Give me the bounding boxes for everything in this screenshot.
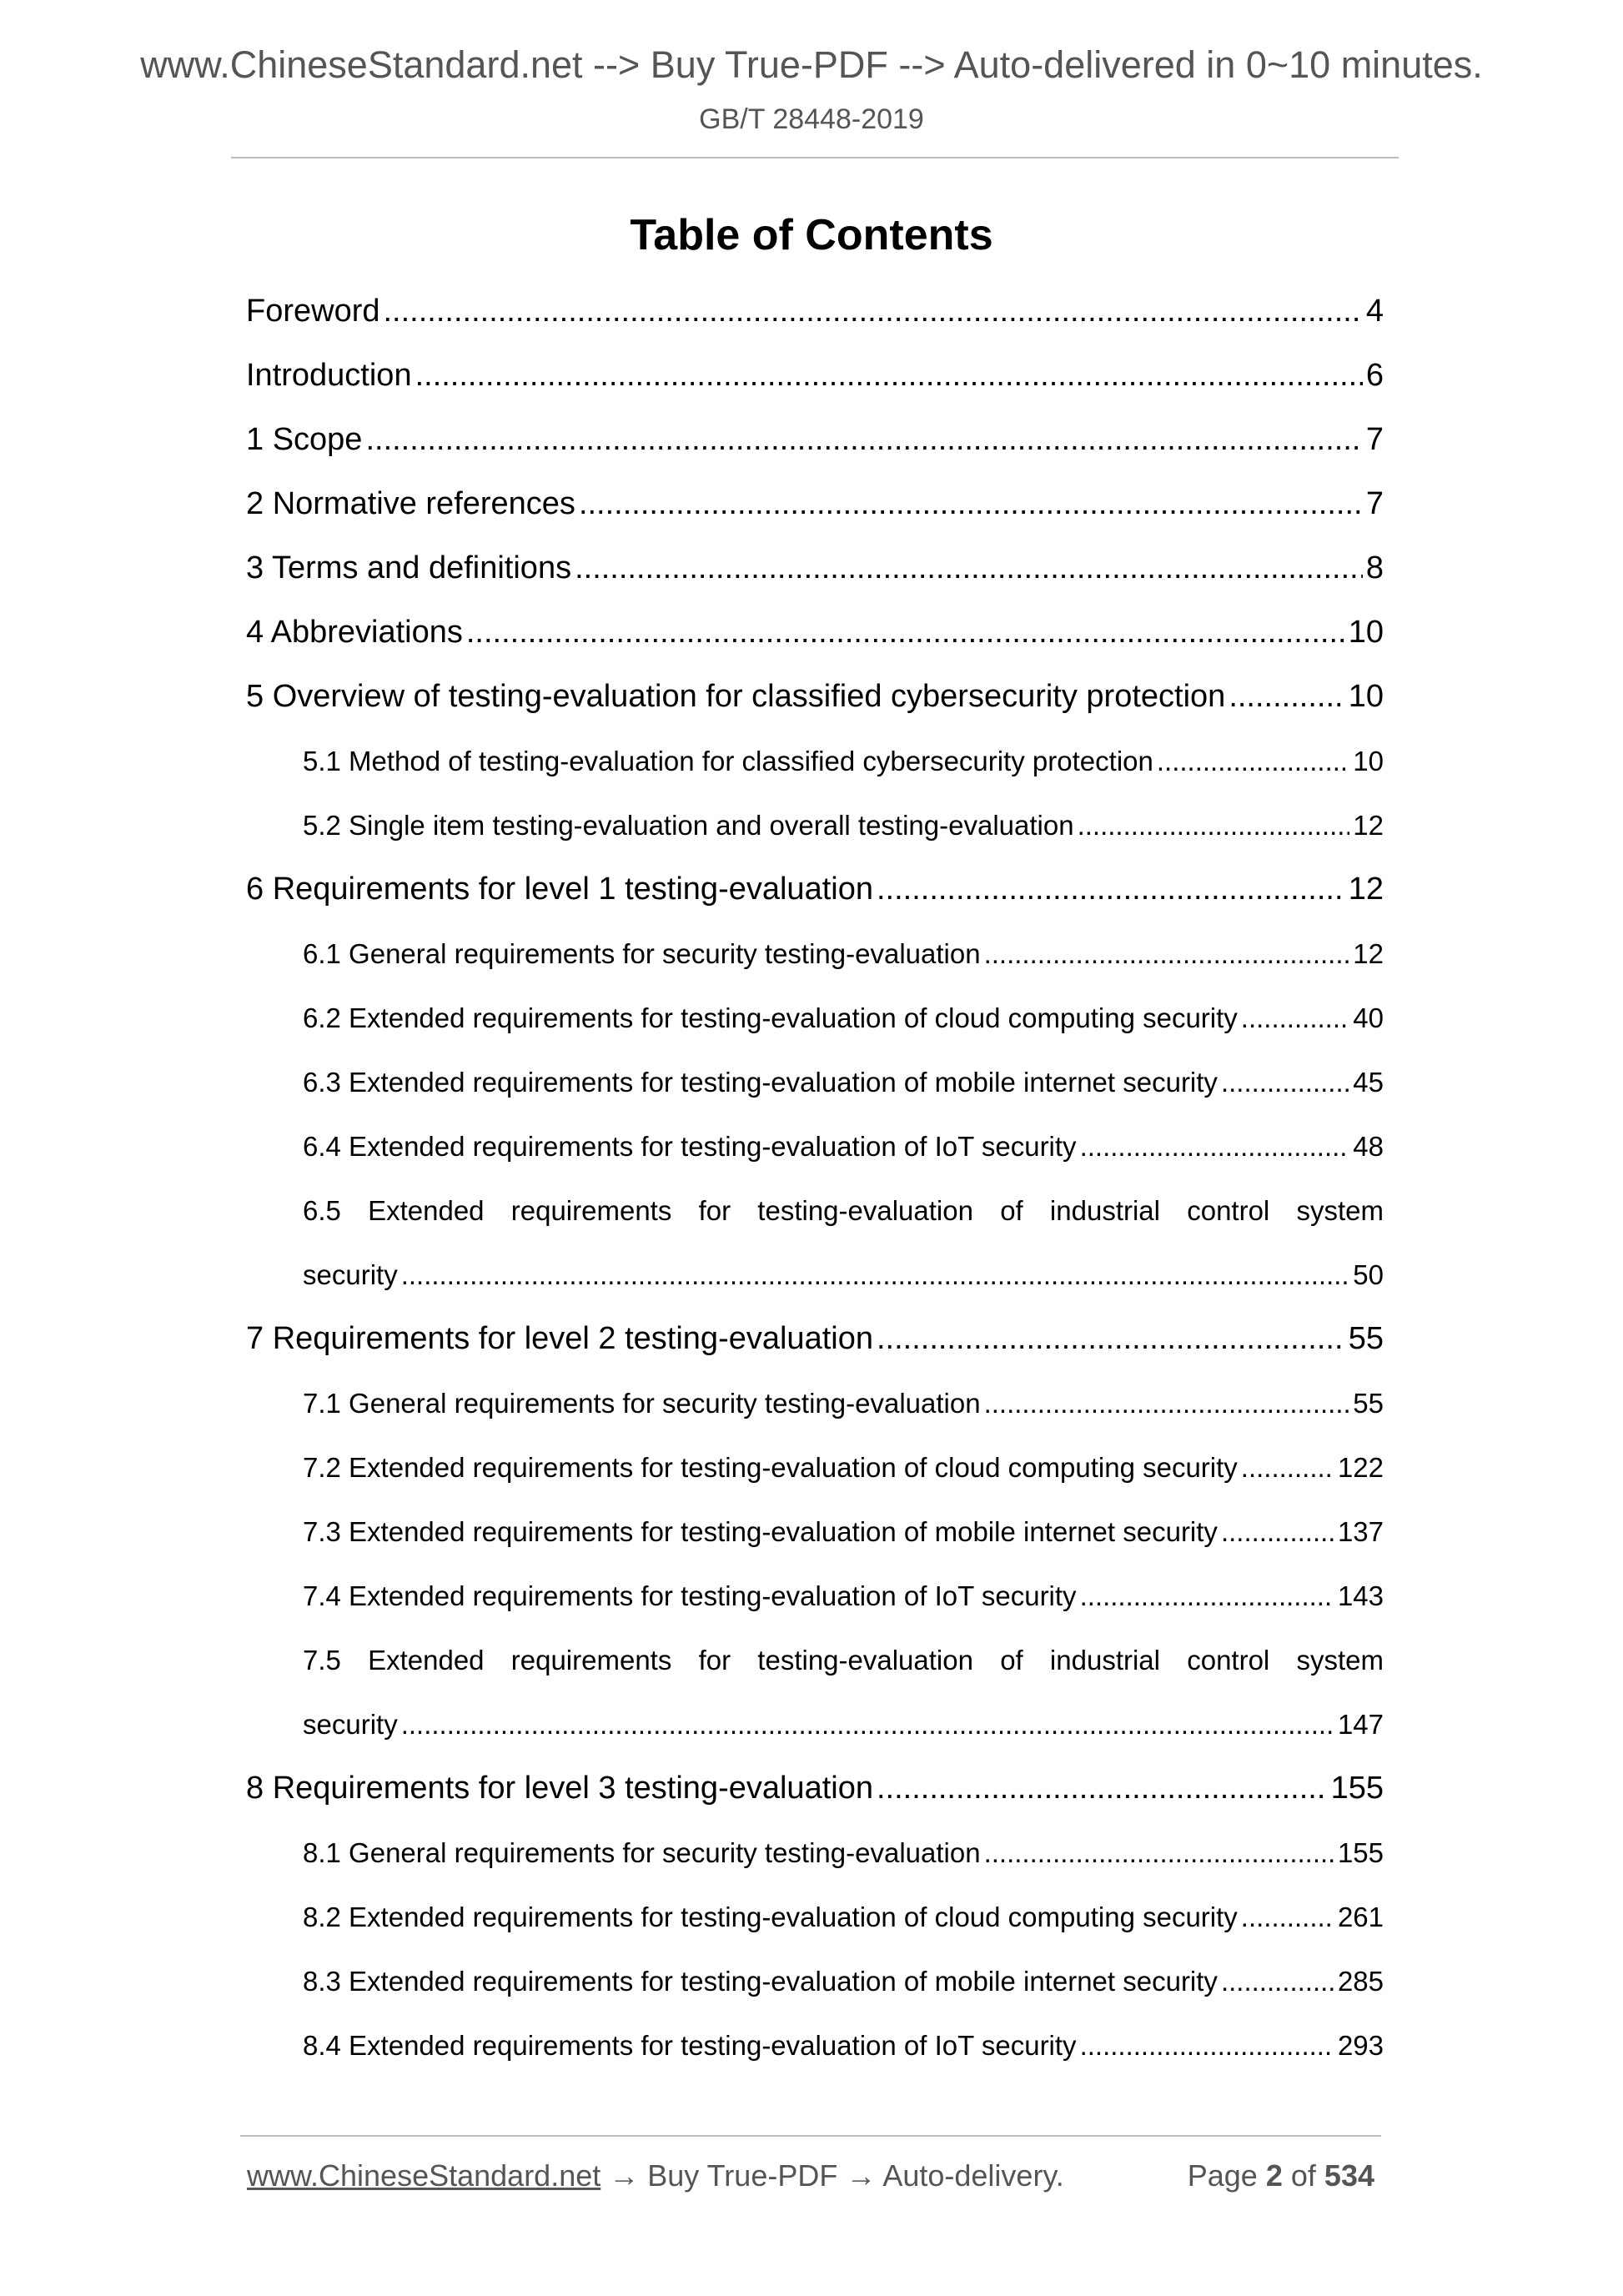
toc-entry-label: 6.1 General requirements for security testing-evaluation xyxy=(303,938,981,969)
toc-entry-page: 55 xyxy=(1348,1321,1384,1356)
toc-entry-page: 40 xyxy=(1353,1002,1384,1033)
toc-entry-section-5-2[interactable] xyxy=(303,810,1384,842)
toc-entry-label: security xyxy=(303,1709,398,1740)
toc-entry-page: 137 xyxy=(1337,1516,1384,1547)
page-word: Page xyxy=(1187,2158,1258,2193)
dot-leader xyxy=(877,1321,1345,1357)
toc-entry-page: 155 xyxy=(1337,1837,1384,1868)
toc-entry-page: 12 xyxy=(1348,872,1384,907)
footer-tagline: → Buy True-PDF → Auto-delivery. xyxy=(609,2158,1064,2193)
toc-entry-section-6-5-cont[interactable] xyxy=(303,1259,1384,1291)
toc-entry-page: 261 xyxy=(1337,1902,1384,1932)
toc-entry-page: 155 xyxy=(1330,1771,1384,1806)
toc-entry-page: 10 xyxy=(1348,679,1384,714)
toc-entry-introduction[interactable] xyxy=(246,358,1384,394)
toc-entry-page: 48 xyxy=(1353,1131,1384,1162)
toc-entry-page: 12 xyxy=(1353,810,1384,841)
of-word: of xyxy=(1290,2158,1316,2193)
toc-entry-section-6-5[interactable] xyxy=(303,1195,1384,1227)
toc-entry-section-7-3[interactable] xyxy=(303,1516,1384,1548)
toc-entry-label: 8 Requirements for level 3 testing-evaluation xyxy=(246,1771,873,1806)
toc-entry-section-7-5-cont[interactable] xyxy=(303,1709,1384,1741)
toc-entry-page: 7 xyxy=(1365,486,1384,521)
toc-entry-label: 8.3 Extended requirements for testing-evaluation of mobile internet security xyxy=(303,1966,1218,1997)
standard-number: GB/T 28448-2019 xyxy=(699,103,924,135)
toc-entry-page: 10 xyxy=(1353,746,1384,776)
toc-entry-page: 285 xyxy=(1337,1966,1384,1997)
toc-entry-section-8-4[interactable] xyxy=(303,2030,1384,2062)
dot-leader xyxy=(984,938,1350,970)
toc-entry-abbreviations[interactable] xyxy=(246,615,1384,651)
toc-entry-label: Introduction xyxy=(246,358,412,393)
toc-entry-section-5-1[interactable] xyxy=(303,746,1384,777)
dot-leader xyxy=(1229,679,1344,715)
toc-entry-terms-and-definitions[interactable] xyxy=(246,550,1384,586)
toc-entry-section-7-1[interactable] xyxy=(303,1388,1384,1419)
header-banner: www.ChineseStandard.net --> Buy True-PDF --> Auto-delivered in 0~10 minutes. xyxy=(140,43,1483,86)
footer-divider xyxy=(240,2135,1381,2137)
toc-entry-label: Foreword xyxy=(246,294,380,329)
dot-leader xyxy=(1080,1580,1334,1612)
dot-leader xyxy=(1080,1131,1350,1163)
total-pages-number: 534 xyxy=(1324,2158,1374,2193)
toc-entry-section-8-3[interactable] xyxy=(303,1966,1384,1997)
toc-entry-label: 6.3 Extended requirements for testing-evaluation of mobile internet security xyxy=(303,1067,1218,1098)
toc-entry-page: 293 xyxy=(1337,2030,1384,2061)
toc-entry-page: 55 xyxy=(1353,1388,1384,1419)
toc-entry-section-8[interactable] xyxy=(246,1771,1384,1806)
toc-entry-label: 5 Overview of testing-evaluation for classified cybersecurity protection xyxy=(246,679,1226,714)
dot-leader xyxy=(365,422,1362,458)
toc-entry-section-7-4[interactable] xyxy=(303,1580,1384,1612)
toc-entry-label: security xyxy=(303,1259,398,1290)
dot-leader xyxy=(401,1709,1334,1741)
toc-entry-section-7[interactable] xyxy=(246,1321,1384,1357)
toc-entry-label: 4 Abbreviations xyxy=(246,615,463,650)
toc-entry-page: 8 xyxy=(1365,550,1384,585)
dot-leader xyxy=(1080,2030,1334,2062)
toc-entry-section-8-1[interactable] xyxy=(303,1837,1384,1869)
toc-entry-label: 2 Normative references xyxy=(246,486,575,521)
dot-leader xyxy=(1221,1067,1349,1098)
toc-entry-page: 147 xyxy=(1337,1709,1384,1740)
dot-leader xyxy=(877,1771,1328,1806)
toc-entry-page: 45 xyxy=(1353,1067,1384,1098)
toc-entry-label: 7.3 Extended requirements for testing-evaluation of mobile internet security xyxy=(303,1516,1218,1547)
toc-entry-section-8-2[interactable] xyxy=(303,1902,1384,1933)
toc-entry-label: 1 Scope xyxy=(246,422,363,457)
toc-entry-label: 5.1 Method of testing-evaluation for classified cybersecurity protection xyxy=(303,746,1153,776)
toc-entry-page: 50 xyxy=(1353,1259,1384,1290)
toc-entry-page: 122 xyxy=(1337,1452,1384,1483)
toc-entry-label: 7.2 Extended requirements for testing-evaluation of cloud computing security xyxy=(303,1452,1238,1483)
toc-entry-section-6-3[interactable] xyxy=(303,1067,1384,1098)
toc-entry-page: 4 xyxy=(1365,294,1384,329)
toc-entry-section-6-1[interactable] xyxy=(303,938,1384,970)
dot-leader xyxy=(877,872,1345,907)
toc-entry-foreword[interactable] xyxy=(246,294,1384,329)
toc-entry-label: 6.2 Extended requirements for testing-evaluation of cloud computing security xyxy=(303,1002,1238,1033)
toc-entry-section-5[interactable] xyxy=(246,679,1384,715)
toc-entry-page: 6 xyxy=(1365,358,1384,393)
toc-entry-page: 7 xyxy=(1365,422,1384,457)
dot-leader xyxy=(415,358,1363,394)
dot-leader xyxy=(575,550,1363,586)
toc-entry-normative-references[interactable] xyxy=(246,486,1384,522)
toc-entry-label: 3 Terms and definitions xyxy=(246,550,572,585)
toc-entry-label: 7.5 Extended requirements for testing-evaluation of industrial control system xyxy=(303,1645,1384,1676)
page-footer xyxy=(247,2158,1381,2193)
dot-leader xyxy=(579,486,1363,522)
toc-entry-section-6-4[interactable] xyxy=(303,1131,1384,1163)
toc-entry-page: 10 xyxy=(1348,615,1384,650)
toc-entry-label: 7.4 Extended requirements for testing-evaluation of IoT security xyxy=(303,1580,1077,1611)
toc-entry-section-7-5[interactable] xyxy=(303,1645,1384,1676)
toc-entry-section-6-2[interactable] xyxy=(303,1002,1384,1034)
dot-leader xyxy=(984,1837,1334,1869)
dot-leader xyxy=(466,615,1345,651)
toc-entry-page: 12 xyxy=(1353,938,1384,969)
toc-entry-label: 8.2 Extended requirements for testing-evaluation of cloud computing security xyxy=(303,1902,1238,1932)
dot-leader xyxy=(1241,1452,1334,1484)
dot-leader xyxy=(1221,1966,1334,1997)
dot-leader xyxy=(1221,1516,1334,1548)
dot-leader xyxy=(1241,1002,1349,1034)
dot-leader xyxy=(1157,746,1349,777)
toc-entry-page: 143 xyxy=(1337,1580,1384,1611)
toc-entry-label: 8.4 Extended requirements for testing-evaluation of IoT security xyxy=(303,2030,1077,2061)
toc-entry-section-7-2[interactable] xyxy=(303,1452,1384,1484)
toc-entry-label: 6.4 Extended requirements for testing-evaluation of IoT security xyxy=(303,1131,1077,1162)
toc-entry-label: 6.5 Extended requirements for testing-evaluation of industrial control system xyxy=(303,1195,1384,1226)
toc-entry-scope[interactable] xyxy=(246,422,1384,458)
toc-entry-label: 8.1 General requirements for security testing-evaluation xyxy=(303,1837,981,1868)
current-page-number: 2 xyxy=(1265,2158,1283,2193)
header-divider xyxy=(231,157,1399,158)
toc-entry-label: 7 Requirements for level 2 testing-evaluation xyxy=(246,1321,873,1356)
page-title: Table of Contents xyxy=(630,211,993,259)
toc-entry-label: 5.2 Single item testing-evaluation and overall testing-evaluation xyxy=(303,810,1074,841)
footer-site-link[interactable]: www.ChineseStandard.net xyxy=(247,2158,601,2193)
dot-leader xyxy=(384,294,1363,329)
dot-leader xyxy=(984,1388,1350,1419)
toc-entry-section-6[interactable] xyxy=(246,872,1384,907)
page-counter xyxy=(1188,2158,1374,2193)
dot-leader xyxy=(1078,810,1350,842)
toc-entry-label: 7.1 General requirements for security testing-evaluation xyxy=(303,1388,981,1419)
dot-leader xyxy=(1241,1902,1334,1933)
toc-entry-label: 6 Requirements for level 1 testing-evaluation xyxy=(246,872,873,907)
dot-leader xyxy=(401,1259,1350,1291)
